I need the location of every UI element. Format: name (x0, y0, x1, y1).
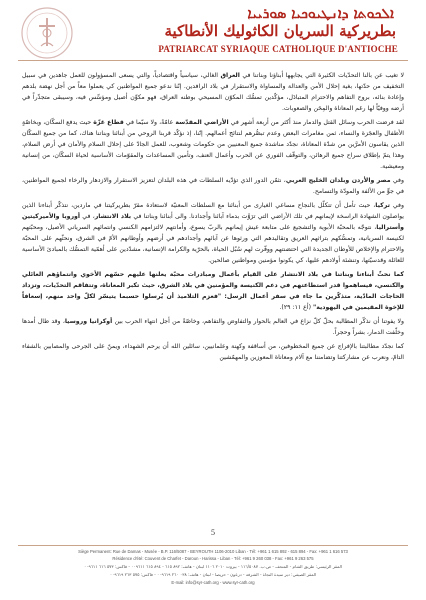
paragraph-egypt-jordan-gulf: وفي مصر والأردن وبلدان الخليج العربي، نثمّن الدور الذي تؤدّيه السلطات في هذه البلدان لتعزيز الاستقرار والازدهار والرخاء لجميع المواطنين، في جوٍّ من الألفة والمودّة والتسامح. (22, 177, 404, 195)
footer-summer-fr: Résidence d'été: Couvent de Charfet - Daroun - Harissa - Liban - Tél: +961 9 260 038 - Fax: +961 9 263 575 (112, 556, 314, 561)
paragraph-ukraine-russia: ولا يفوتنا أن نذكّر المطالبة بحلّ كلّ نزاع في العالم بالحوار والتفاوض والتفاهم، وخاصّةً من أجل انتهاء الحرب بين أوكرانيا وروسيا، وقد طال أمدها وخلّفت الدمار، بشراً وحجراً. (22, 318, 404, 336)
footer-summer-ar: المقر الصيفي: دير سيدة النجاة - الشرفة - درعون - حريصا - لبنان - هاتف: ٠٣٨ ٢٦٠ ٠٠٩٦١٩ - فاكس: ٥٧٥ ٢٦٣ ٠٠٩٦١٩ (109, 572, 317, 577)
letter-body (22, 70, 404, 518)
paragraph-diaspora-charity: كما نحثّ أبناءنا وبناتنا في بلاد الانتشار على القيام بأعمال ومبادرات محبّة يعلنها عليهم حسّهم الأخوي وانتماؤهم العائلي والكنسي، فيساهموا قدر استطاعتهم في دعم الكنيسة والمؤمنين في بلاد الشرق، حيث تكبر المعاناة، وتتفاقم التحدّيات، وتزداد الحاجات المادّية، متذكّرين ما جاء في سفر أعمال الرسل: "فعزم التلاميذ أن يُرسلوا حسبما يتيسّر لكلّ واحد منهم، إسعافاً للإخوة المقيمين في اليهودية" (أع ١١: ٢٩). (22, 271, 404, 311)
french-title: PATRIARCAT SYRIAQUE CATHOLIQUE D'ANTIOCHE (158, 44, 398, 54)
footer-address-ar: المقر الرئيسي: طريق الشام - المتحف - ص.ب. ١١٦/٥٠٨٧ - بيروت ٢٠١٠ ١١٠٦ لبنان - هاتف: ٨٩٢ ٦١٥ - ٨٩٤ ٦١٥ ٠٠٩٦١١ - فاكس: ٥٧٣ ٦١٦ ٠٠٩٦١١ (84, 564, 342, 569)
patriarchate-seal-icon (20, 6, 74, 60)
footer-contact: E-mail: info@syr-cath.org - www.syr-cath.org (171, 580, 255, 585)
header-divider (18, 60, 408, 61)
footer-address-fr: Siège Permanent: Rue de Damas - Musée - B.P. 116/5087 - BEYROUTH 1106-2010 Liban - Tél: +961 1 615 892 - 615 894 - Fax: +961 1 616 573 (78, 549, 348, 554)
paragraph-kidnapped: كما نجدّد مطالبتنا بالإفراج عن جميع المخطوفين، من أساقفة وكهنة وعلمانيين، سائلين الله أن يرحم الشهداء، ويمنّ على الجرحى والمصابين بالشفاء التامّ، ونعرب عن مشاركتنا وتضامننا مع آلام ومعاناة المعوزين والمهمّشين (22, 343, 404, 361)
paragraph-iraq: لا تغيب عن بالنا التحدّيات الكثيرة التي يجابهها أبناؤنا وبناتنا في العراق الغالي، سياسياً واقتصادياً، والتي يسعى المسؤولون للعمل جاهدين في سبيل التخفيف من حدّتها، بغية إحلال الأمن والعدالة والمساواة والاستقرار في بلاد الرافدين. إنّنا ندعو جميع المواطنين كي يعملوا معاً من أجل نهضة بلدهم وإعادة بنائه، بروح التفاهم والاحترام المتبادَل، مؤكّدين تمسُّك المكوّن المسيحي بوطنه العراق، فهو مكوِّن أصيل ومؤسِّس فيه، وسيبقى متجذّراً في أرضه ووفيّاً لها رغم المعاناة والمِحَن والصعوبات. (22, 72, 404, 112)
paragraph-turkey-diaspora: وفي تركيا، حيث تأمل أن تتكلّل بالنجاح مساعي الغيارى من أبنائنا مع السلطات المعنيّة لاستعادة مقرّ بطريركيتنا في ماردين، نتذكّر أبناءنا الذين يواصلون الشهادة الراسخة لإيمانهم في تلك الأراضي التي ترَوَّت بدماء آبائنا وأجدادنا. والى أبنائنا وبناتنا في بلاد الانتشار، في أوروبا والأميركيتين وأستراليا، نتوجّه بالمحبّة الأبوية والتشجيع على متابعة عيش إيمانهم بالربّ يسوع، وأمانتهم لالتزامهم الكنسي وانتمائهم السرياني الأصيل، ومحبّتهم لكنيسة السريانية، وتمسُّكهم بتراثهم العريق وتقاليدهم التي ورثوها عن آبائهم وأجدادهم في أرضهم وأوطانهم الأمّ في الشرق، ونحثّهم على المحبّة والاحترام والإخلاص للأوطان الجديدة التي احتضنتهم ووفّرت لهم سُبُل الحياة، بالحرّية والكرامة الإنسانية، مشدّدين على أهمّية التمسُّك بالمبادئ الأساسية للعائلة وقدسيّتها، وتنشئة أولادهم عليها، كي يكونوا مؤمنين ومواطنين صالحين. (22, 202, 404, 264)
footer-divider (18, 545, 408, 546)
arabic-title: بطريركية السريان الكاثوليك الأنطاكية (164, 22, 396, 40)
paragraph-holy-land: لقد فرضت الحرب وسائل القتل والدمار منذ أكثر من أربعة أشهر في الأراضي المقدّسة عامّةً، ولا سيّما في قطاع غزّة حيث يدفع السكّان، وبخاصّةٍ الأطفال والعجَزة والنساء، ثمن مغامرات البعض وعدم تبصُّرهم لنتائج أعمالهم. إنّنا، إذ نؤكّد قربنا الروحي من أبنائنا وبناتنا هناك، كما من جميع السكّان الذين يقاسون الأمرَّين من شدّة المعاناة، نجدّد مناشدة جميع المعنيين من حكومات وشعوب، للعمل الجادّ على إحلال السلام والأمان في أرض السلام، وهذا يتمّ بإطلاق سراح جميع الرهائن، والتوقّف الفوري عن الحرب وأعمال العنف، وتأمين المساعدات والمقوّمات الأساسية لحياة السكّان، من إنسانية ومعيشية. (22, 119, 404, 170)
syriac-title: ܐܠܟܘܬܐ ܕܐܢܛܝܘܟܝܐ ܣܘܪܝܝܐ (247, 6, 394, 22)
page-number: 5 (211, 528, 215, 537)
